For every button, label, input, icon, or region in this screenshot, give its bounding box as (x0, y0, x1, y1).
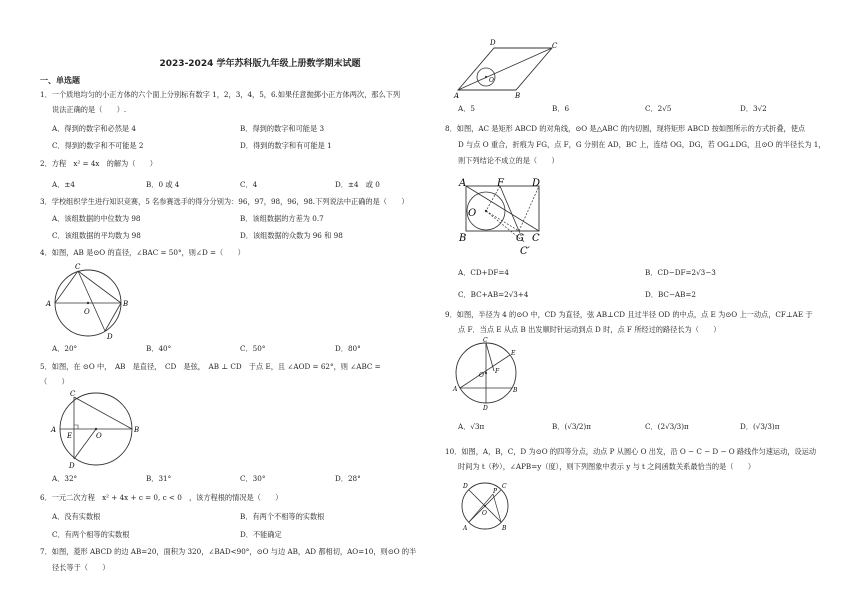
q10-stem-line2: 时间为 t（秒），∠APB=y（度），则下列图象中表示 y 与 t 之间函数关系最恰当的是（ ） (458, 462, 756, 471)
q5-option-d: D．28° (335, 474, 361, 483)
q7-label-o: O (489, 77, 494, 84)
q8-label-b: B (459, 233, 467, 244)
q5-option-c: C．30° (240, 474, 266, 483)
q8-label-a: A (459, 178, 467, 189)
q9-option-b: B．(√3/2)π (552, 422, 591, 431)
page-title: 2023-2024 学年苏科版九年级上册数学期末试题 (159, 59, 361, 69)
q4-label-b: B (123, 300, 129, 308)
q1-stem-line2: 说法正确的是（ ）. (52, 105, 127, 114)
q7-label-b: B (515, 92, 521, 100)
q8-option-d: D．BC−AB=2 (645, 290, 696, 299)
q1-option-b: B．得到的数字和可能是 3 (240, 124, 325, 133)
q8-label-f: F (497, 178, 504, 189)
q7-stem-line2: 径长等于（ ） (52, 563, 110, 572)
q3-option-a: A．该组数据的中位数为 98 (52, 214, 141, 223)
q10-label-c: C (502, 483, 507, 490)
q2-stem: 2．方程 x² = 4x 的解为（ ） (40, 159, 157, 168)
q5-label-c: C (70, 390, 76, 398)
q4-label-o: O (84, 308, 90, 316)
q4-option-b: B．40° (146, 344, 172, 353)
q8-option-c: C．BC+AB=2√3+4 (458, 290, 529, 299)
q9-stem-line2: 点 F．当点 E 从点 B 出发顺时针运动到点 D 时，点 F 所经过的路径长为（ ） (458, 325, 721, 334)
q4-option-d: D．80° (335, 344, 361, 353)
q9-label-o: O (479, 372, 484, 379)
q10-label-p: P (493, 488, 498, 495)
q7-stem-line1: 7．如图，菱形 ABCD 的边 AB=20，面积为 320，∠BAD<90°，⊙O 与边 AB，AD 都相切，AO=10，则⊙O 的半 (40, 547, 417, 556)
q9-option-c: C．(2√3/3)π (645, 422, 689, 431)
q5-stem-line2: （ ） (40, 377, 69, 386)
q7-option-c: C．2√5 (645, 104, 672, 113)
q10-label-d: D (463, 483, 468, 490)
q9-label-d: D (483, 405, 488, 412)
q5-label-d: D (69, 462, 75, 470)
q5-label-b: B (134, 426, 140, 434)
q9-label-f: F (495, 368, 500, 375)
q8-option-a: A．CD+DF=4 (458, 268, 510, 277)
q8-label-g: G (516, 233, 524, 244)
q3-option-c: C．该组数据的平均数为 98 (52, 231, 141, 240)
q2-option-c: C．4 (240, 180, 258, 189)
q8-label-c-prime: C′ (520, 246, 530, 257)
q3-option-b: B．该组数据的方差为 0.7 (240, 214, 324, 223)
q2-option-b: B．0 或 4 (146, 180, 180, 189)
q4-label-d: D (107, 333, 113, 341)
q1-stem-line1: 1．一个质地均匀的小正方体的六个面上分别标有数字 1，2，3，4，5，6.如果任意抛掷小正方体两次，那么下列 (40, 90, 401, 99)
q5-label-o: O (96, 432, 102, 440)
q4-stem: 4．如图，AB 是⊙O 的直径，∠BAC = 50°，则∠D =（ ） (40, 248, 245, 257)
q5-stem-line1: 5．如图，在 ⊙O 中， AB 是直径， CD 是弦， AB ⊥ CD 于点 E，且 ∠AOD = 62°，则 ∠ABC = (40, 362, 381, 371)
q7-figure (452, 36, 562, 100)
q6-stem: 6．一元二次方程 x² + 4x + c = 0, c < 0 ，该方程根的情况是（ ） (40, 493, 283, 502)
q10-label-a: A (463, 525, 468, 532)
section-heading: 一、单选题 (40, 76, 80, 85)
q2-option-d: D．±4 或 0 (335, 180, 380, 189)
q4-option-a: A．20° (52, 344, 78, 353)
q9-label-e: E (511, 350, 516, 357)
q9-option-a: A．√3π (458, 422, 485, 431)
q9-stem-line1: 9．如图，半径为 4 的⊙O 中，CD 为直径，弦 AB⊥CD 且过半径 OD 的中点，点 E 为⊙O 上一动点，CF⊥AE 于 (445, 310, 813, 319)
q8-figure (456, 176, 556, 256)
q3-option-d: D．该组数据的众数为 96 和 98 (240, 231, 343, 240)
q5-figure (46, 389, 146, 471)
q8-stem-line3: 则下列结论不成立的是（ ） (458, 156, 559, 165)
q6-option-c: C．有两个相等的实数根 (52, 530, 130, 539)
q8-label-o: O (468, 208, 477, 219)
q4-option-c: C．50° (240, 344, 266, 353)
q5-option-b: B．31° (146, 474, 172, 483)
q1-option-a: A．得到的数字和必然是 4 (52, 124, 136, 133)
q2-option-a: A．±4 (52, 180, 75, 189)
q7-label-c: C (552, 42, 558, 50)
q6-option-a: A．没有实数根 (52, 512, 101, 521)
q5-option-a: A．32° (52, 474, 78, 483)
q6-option-b: B．有两个不相等的实数根 (240, 512, 325, 521)
q6-option-d: D．不能确定 (240, 530, 282, 539)
q10-label-b: B (502, 525, 507, 532)
q10-stem-line1: 10．如图，A，B，C，D 为⊙O 的四等分点，动点 P 从圆心 O 出发，沿 O − C − D − O 路线作匀速运动，设运动 (445, 447, 817, 456)
q4-label-a: A (46, 300, 52, 308)
q5-label-a: A (51, 426, 57, 434)
q3-stem: 3．学校组织学生进行知识竞赛，5 名参赛选手的得分分别为：96，97，98，96，98.下列说法中正确的是（ ） (40, 197, 409, 206)
q10-label-o: O (482, 510, 487, 517)
q9-label-c: C (483, 337, 488, 344)
q8-label-c: C (532, 233, 540, 244)
q8-option-b: B．CD−DF=2√3−3 (645, 268, 716, 277)
q1-option-d: D．得到的数字和有可能是 1 (240, 141, 332, 150)
q9-label-a: A (453, 386, 458, 393)
q7-option-d: D．3√2 (740, 104, 767, 113)
q7-option-b: B．6 (552, 104, 570, 113)
q7-option-a: A．5 (458, 104, 475, 113)
q10-figure (456, 478, 516, 536)
q9-label-b: B (513, 387, 518, 394)
q1-option-c: C．得到的数字和不可能是 2 (52, 141, 144, 150)
q8-stem-line2: D 与点 O 重合，折痕为 FG，点 F，G 分别在 AD，BC 上，连结 OG，DG，若 OG⊥DG，且⊙O 的半径长为 1， (458, 140, 826, 149)
q7-label-a: A (454, 92, 460, 100)
q4-label-c: C (75, 263, 81, 271)
q8-label-d: D (532, 178, 541, 189)
q9-option-d: D．(√3/3)π (740, 422, 780, 431)
q4-figure (46, 262, 136, 342)
q5-label-e: E (67, 432, 73, 440)
q8-stem-line1: 8．如图，AC 是矩形 ABCD 的对角线，⊙O 是△ABC 的内切圆，现将矩形 ABCD 按如图所示的方式折叠，使点 (445, 124, 806, 133)
q9-figure (452, 337, 522, 411)
q7-label-d: D (490, 39, 496, 47)
